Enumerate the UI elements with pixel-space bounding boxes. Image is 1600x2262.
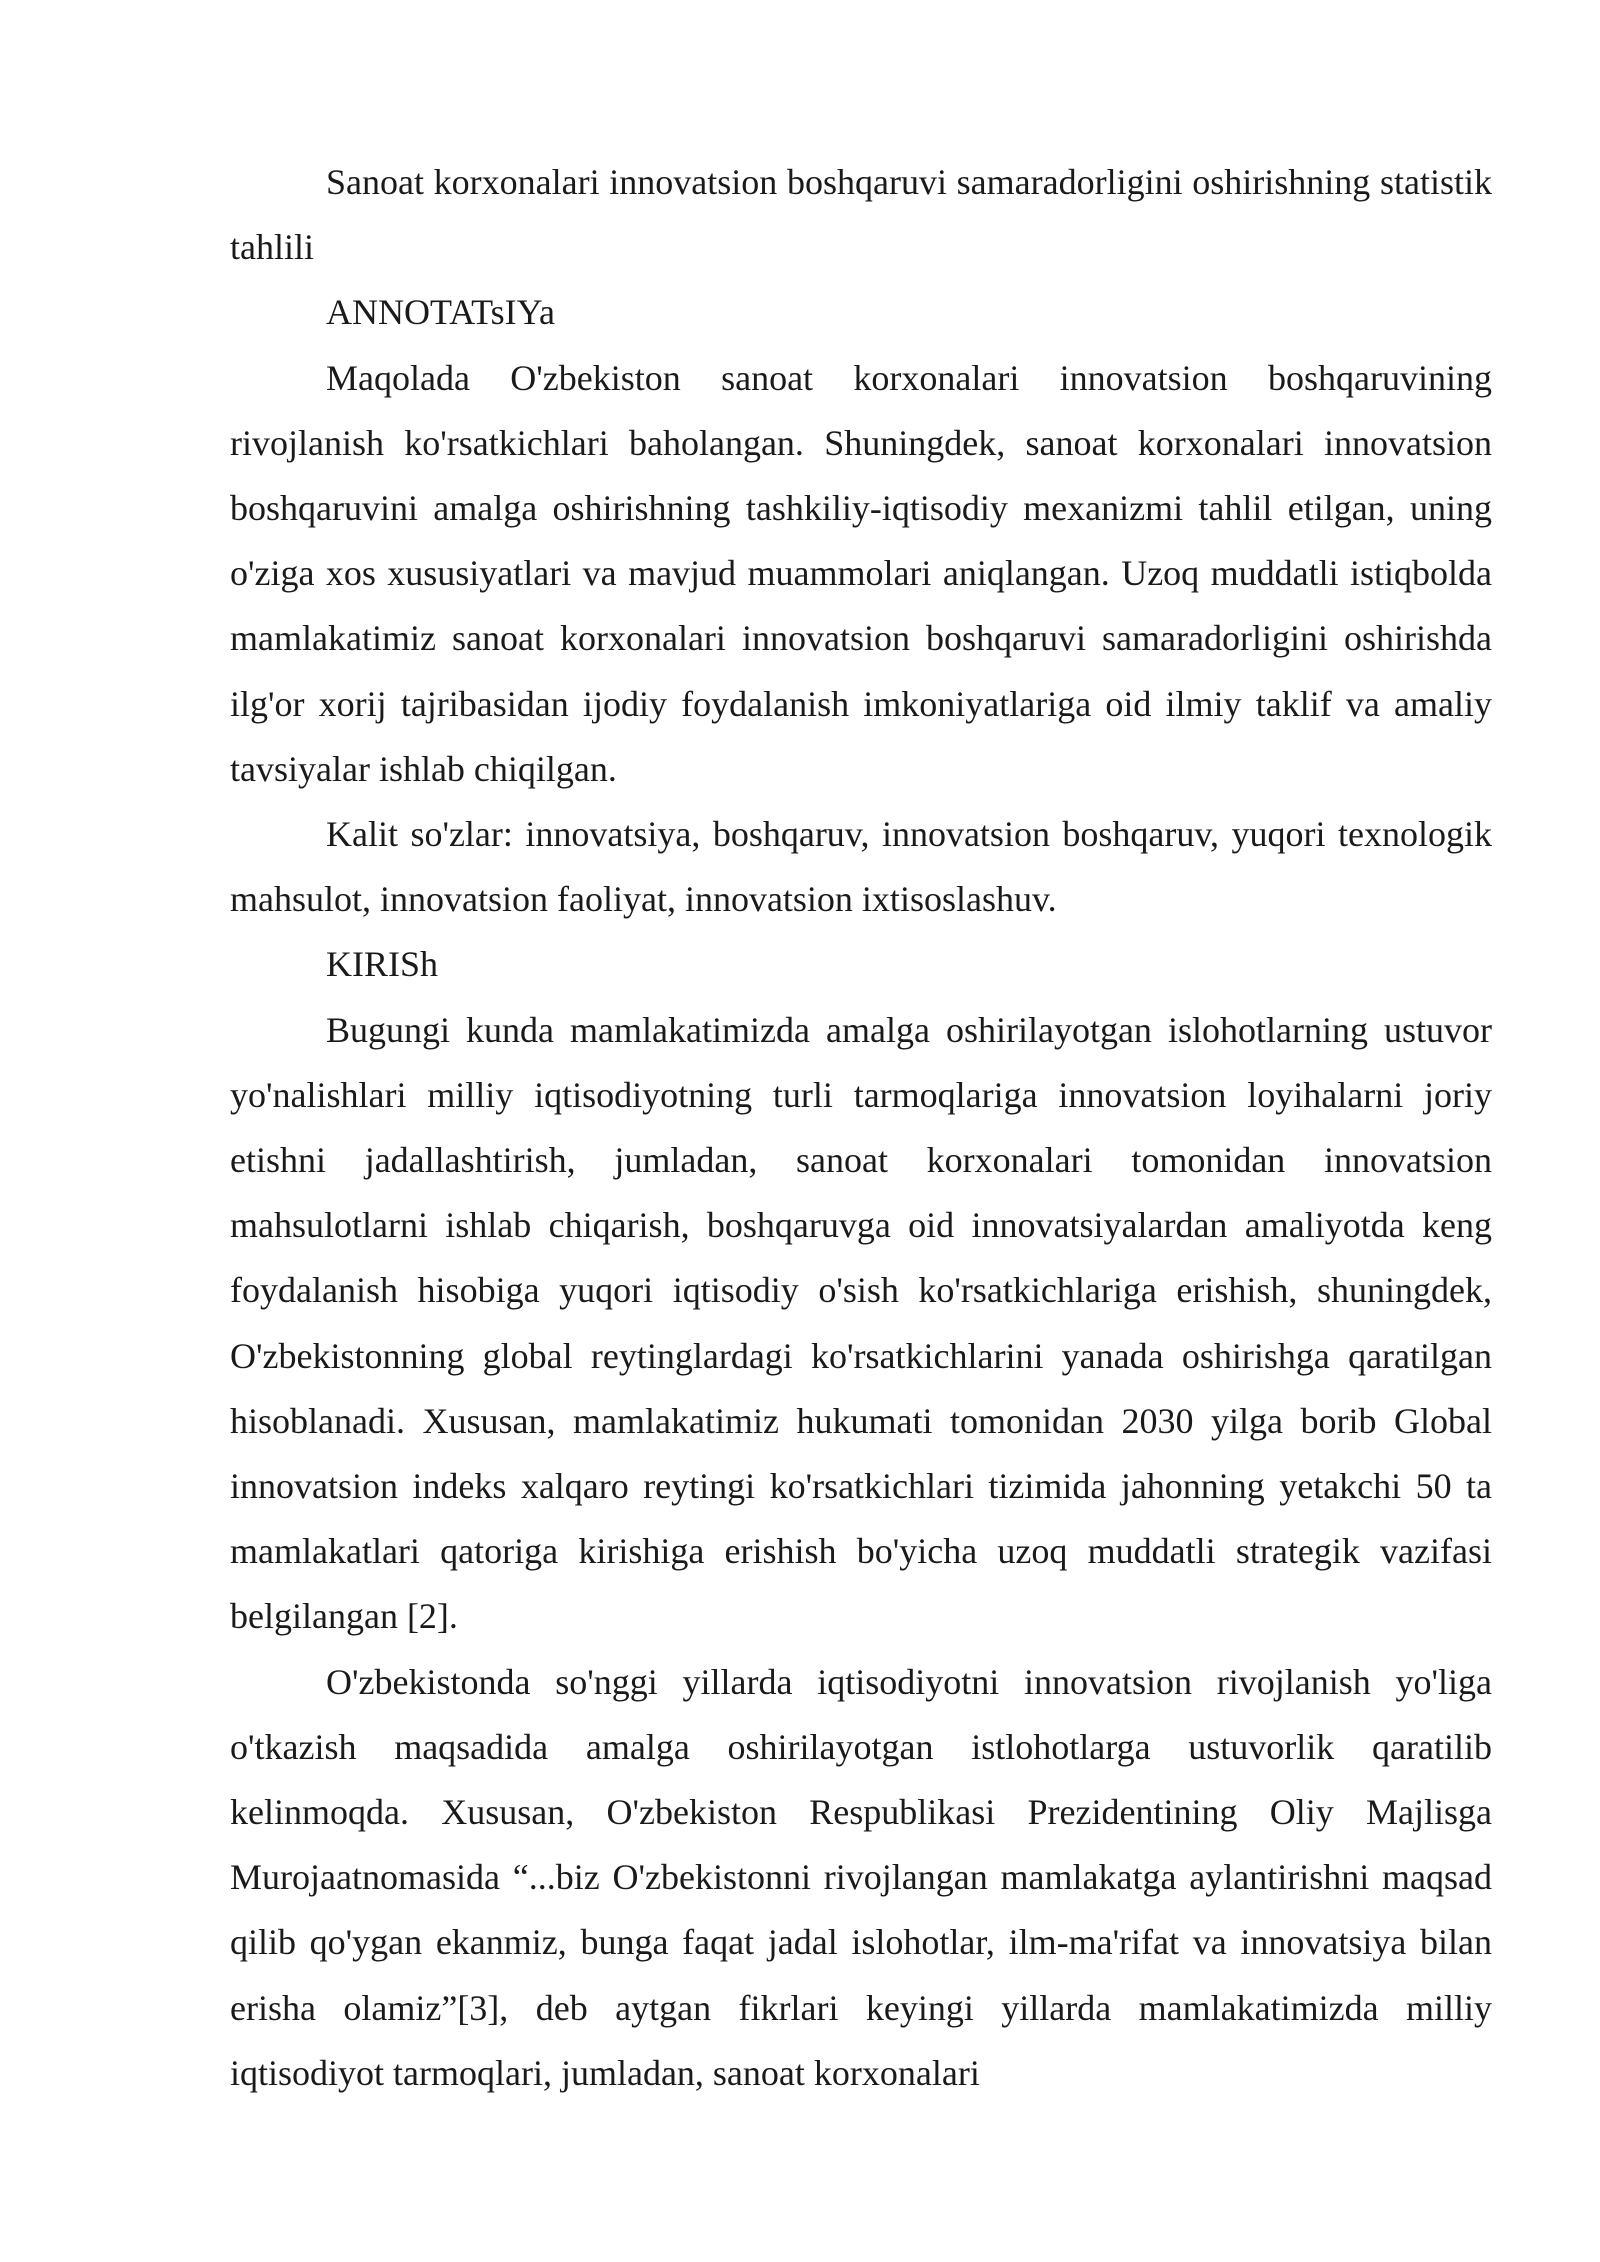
document-title: Sanoat korxonalari innovatsion boshqaruvi samaradorligini oshirishning statistik tahlili — [230, 162, 1492, 268]
intro-paragraph-1: Bugungi kunda mamlakatimizda amalga oshirilayotgan islohotlarning ustuvor yo'nalishlari milliy iqtisodiyotning turli tarmoqlariga innovatsion loyihalarni joriy etishni jadallashtirish, jumladan, sanoat korxonalari tomonidan innovatsion mahsulotlarni ishlab chiqarish, boshqaruvga oid innovatsiyalardan amaliyotda keng foydalanish hisobiga yuqori iqtisodiy o'sish ko'rsatkichlariga erishish, shuningdek, O'zbekistonning global reytinglardagi ko'rsatkichlarini yanada oshirishga qaratilgan hisoblanadi. Xususan, mamlakatimiz hukumati tomonidan 2030 yilga borib Global innovatsion indeks xalqaro reytingi ko'rsatkichlari tizimida jahonning yetakchi 50 ta mamlakatlari qatoriga kirishiga erishish bo'yicha uzoq muddatli strategik vazifasi belgilangan [2]. — [230, 1009, 1492, 1637]
intro-paragraph-2: O'zbekistonda so'nggi yillarda iqtisodiyotni innovatsion rivojlanish yo'liga o'tkazish maqsadida amalga oshirilayotgan istlohotlarga ustuvorlik qaratilib kelinmoqda. Xususan, O'zbekiston Respublikasi Prezidentining Oliy Majlisga Murojaatnomasida “...biz O'zbekistonni rivojlangan mamlakatga aylantirishni maqsad qilib qo'ygan ekanmiz, bunga faqat jadal islohotlar, ilm-ma'rifat va innovatsiya bilan erisha olamiz”[3], deb aytgan fikrlari keyingi yillarda mamlakatimizda milliy iqtisodiyot tarmoqlari, jumladan, sanoat korxonalari — [230, 1661, 1492, 2093]
intro-heading: KIRISh — [326, 944, 439, 985]
document-body — [230, 150, 1492, 2106]
annotation-paragraph: Maqolada O'zbekiston sanoat korxonalari innovatsion boshqaruvining rivojlanish ko'rsatkichlari baholangan. Shuningdek, sanoat korxonalari innovatsion boshqaruvini amalga oshirishning tashkiliy-iqtisodiy mexanizmi tahlil etilgan, uning o'ziga xos xususiyatlari va mavjud muammolari aniqlangan. Uzoq muddatli istiqbolda mamlakatimiz sanoat korxonalari innovatsion boshqaruvi samaradorligini oshirishda ilg'or xorij tajribasidan ijodiy foydalanish imkoniyatlariga oid ilmiy taklif va amaliy tavsiyalar ishlab chiqilgan. — [230, 357, 1492, 789]
annotation-heading: ANNOTATsIYa — [326, 292, 555, 333]
keywords-paragraph: Kalit so'zlar: innovatsiya, boshqaruv, innovatsion boshqaruv, yuqori texnologik mahsulot, innovatsion faoliyat, innovatsion ixtisoslashuv. — [230, 814, 1492, 920]
